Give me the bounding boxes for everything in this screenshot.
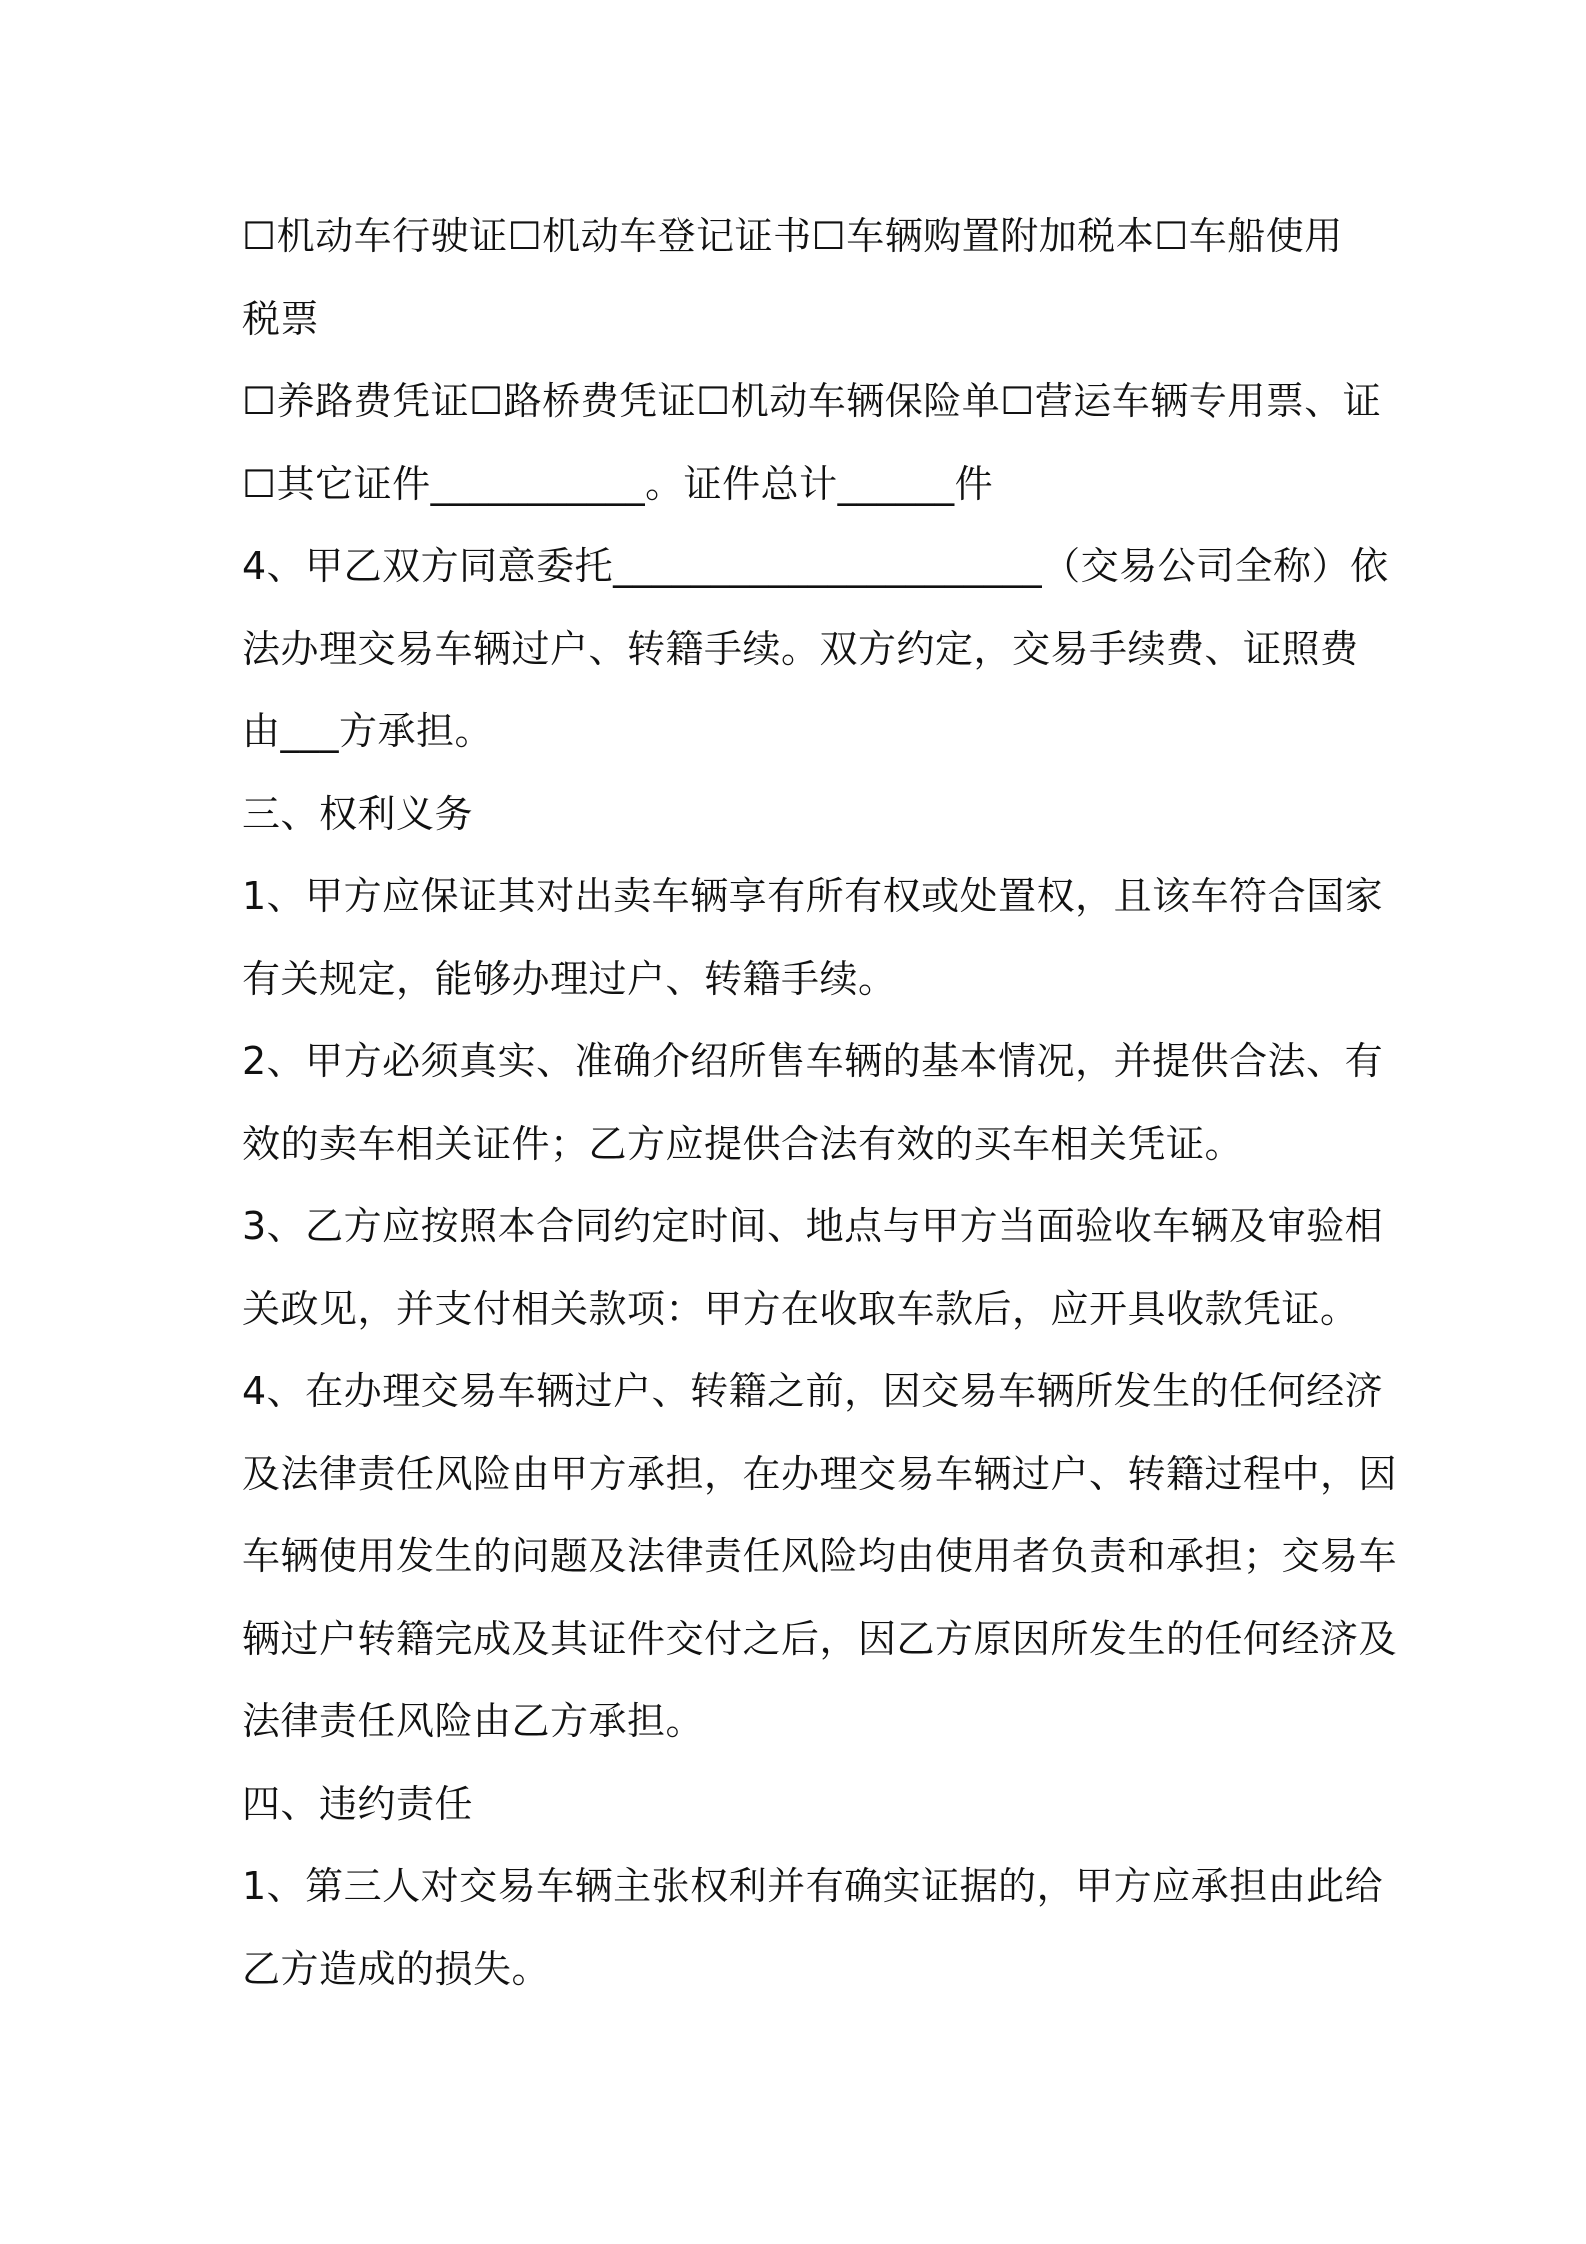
contract-body: [242, 195, 1398, 2010]
clause-3-3-line-1: 3、乙方应按照本合同约定时间、地点与甲方当面验收车辆及审验相: [242, 1204, 1384, 1248]
clause-2-4-line-3: 由___方承担。: [242, 709, 494, 753]
line-documents-checklist-1: ☐机动车行驶证☐机动车登记证书☐车辆购置附加税本☐车船使用: [242, 214, 1343, 258]
line-documents-checklist-2: ☐养路费凭证☐路桥费凭证☐机动车辆保险单☐营运车辆专用票、证: [242, 379, 1382, 423]
section-heading-rights-obligations: 三、权利义务: [242, 791, 474, 836]
clause-3-3-line-2: 关政见，并支付相关款项：甲方在收取车款后，应开具收款凭证。: [242, 1286, 1359, 1331]
clause-3-4-line-2: 及法律责任风险由甲方承担，在办理交易车辆过户、转籍过程中，因: [242, 1451, 1398, 1496]
clause-2-4-line-2: 法办理交易车辆过户、转籍手续。双方约定，交易手续费、证照费: [242, 626, 1359, 671]
line-documents-checklist-1-cont: 税票: [242, 296, 320, 341]
clause-2-4-line-1: 4、甲乙双方同意委托______________________（交易公司全称）依: [242, 544, 1389, 588]
clause-3-4-line-4: 辆过户转籍完成及其证件交付之后，因乙方原因所发生的任何经济及: [242, 1616, 1398, 1661]
clause-3-4-line-1: 4、在办理交易车辆过户、转籍之前，因交易车辆所发生的任何经济: [242, 1369, 1384, 1413]
line-other-documents: ☐其它证件___________。证件总计______件: [242, 461, 994, 506]
clause-3-2-line-1: 2、甲方必须真实、准确介绍所售车辆的基本情况，并提供合法、有: [242, 1039, 1384, 1083]
clause-3-2-line-2: 效的卖车相关证件；乙方应提供合法有效的买车相关凭证。: [242, 1121, 1244, 1166]
clause-3-1-line-2: 有关规定，能够办理过户、转籍手续。: [242, 956, 897, 1001]
clause-4-1-line-1: 1、第三人对交易车辆主张权利并有确实证据的，甲方应承担由此给: [242, 1864, 1384, 1908]
section-heading-liability: 四、违约责任: [242, 1781, 474, 1826]
clause-3-4-line-3: 车辆使用发生的问题及法律责任风险均由使用者负责和承担；交易车: [242, 1534, 1398, 1578]
clause-3-1-line-1: 1、甲方应保证其对出卖车辆享有所有权或处置权，且该车符合国家: [242, 874, 1384, 918]
clause-4-1-line-2: 乙方造成的损失。: [242, 1946, 551, 1991]
clause-3-4-line-5: 法律责任风险由乙方承担。: [242, 1699, 705, 1743]
